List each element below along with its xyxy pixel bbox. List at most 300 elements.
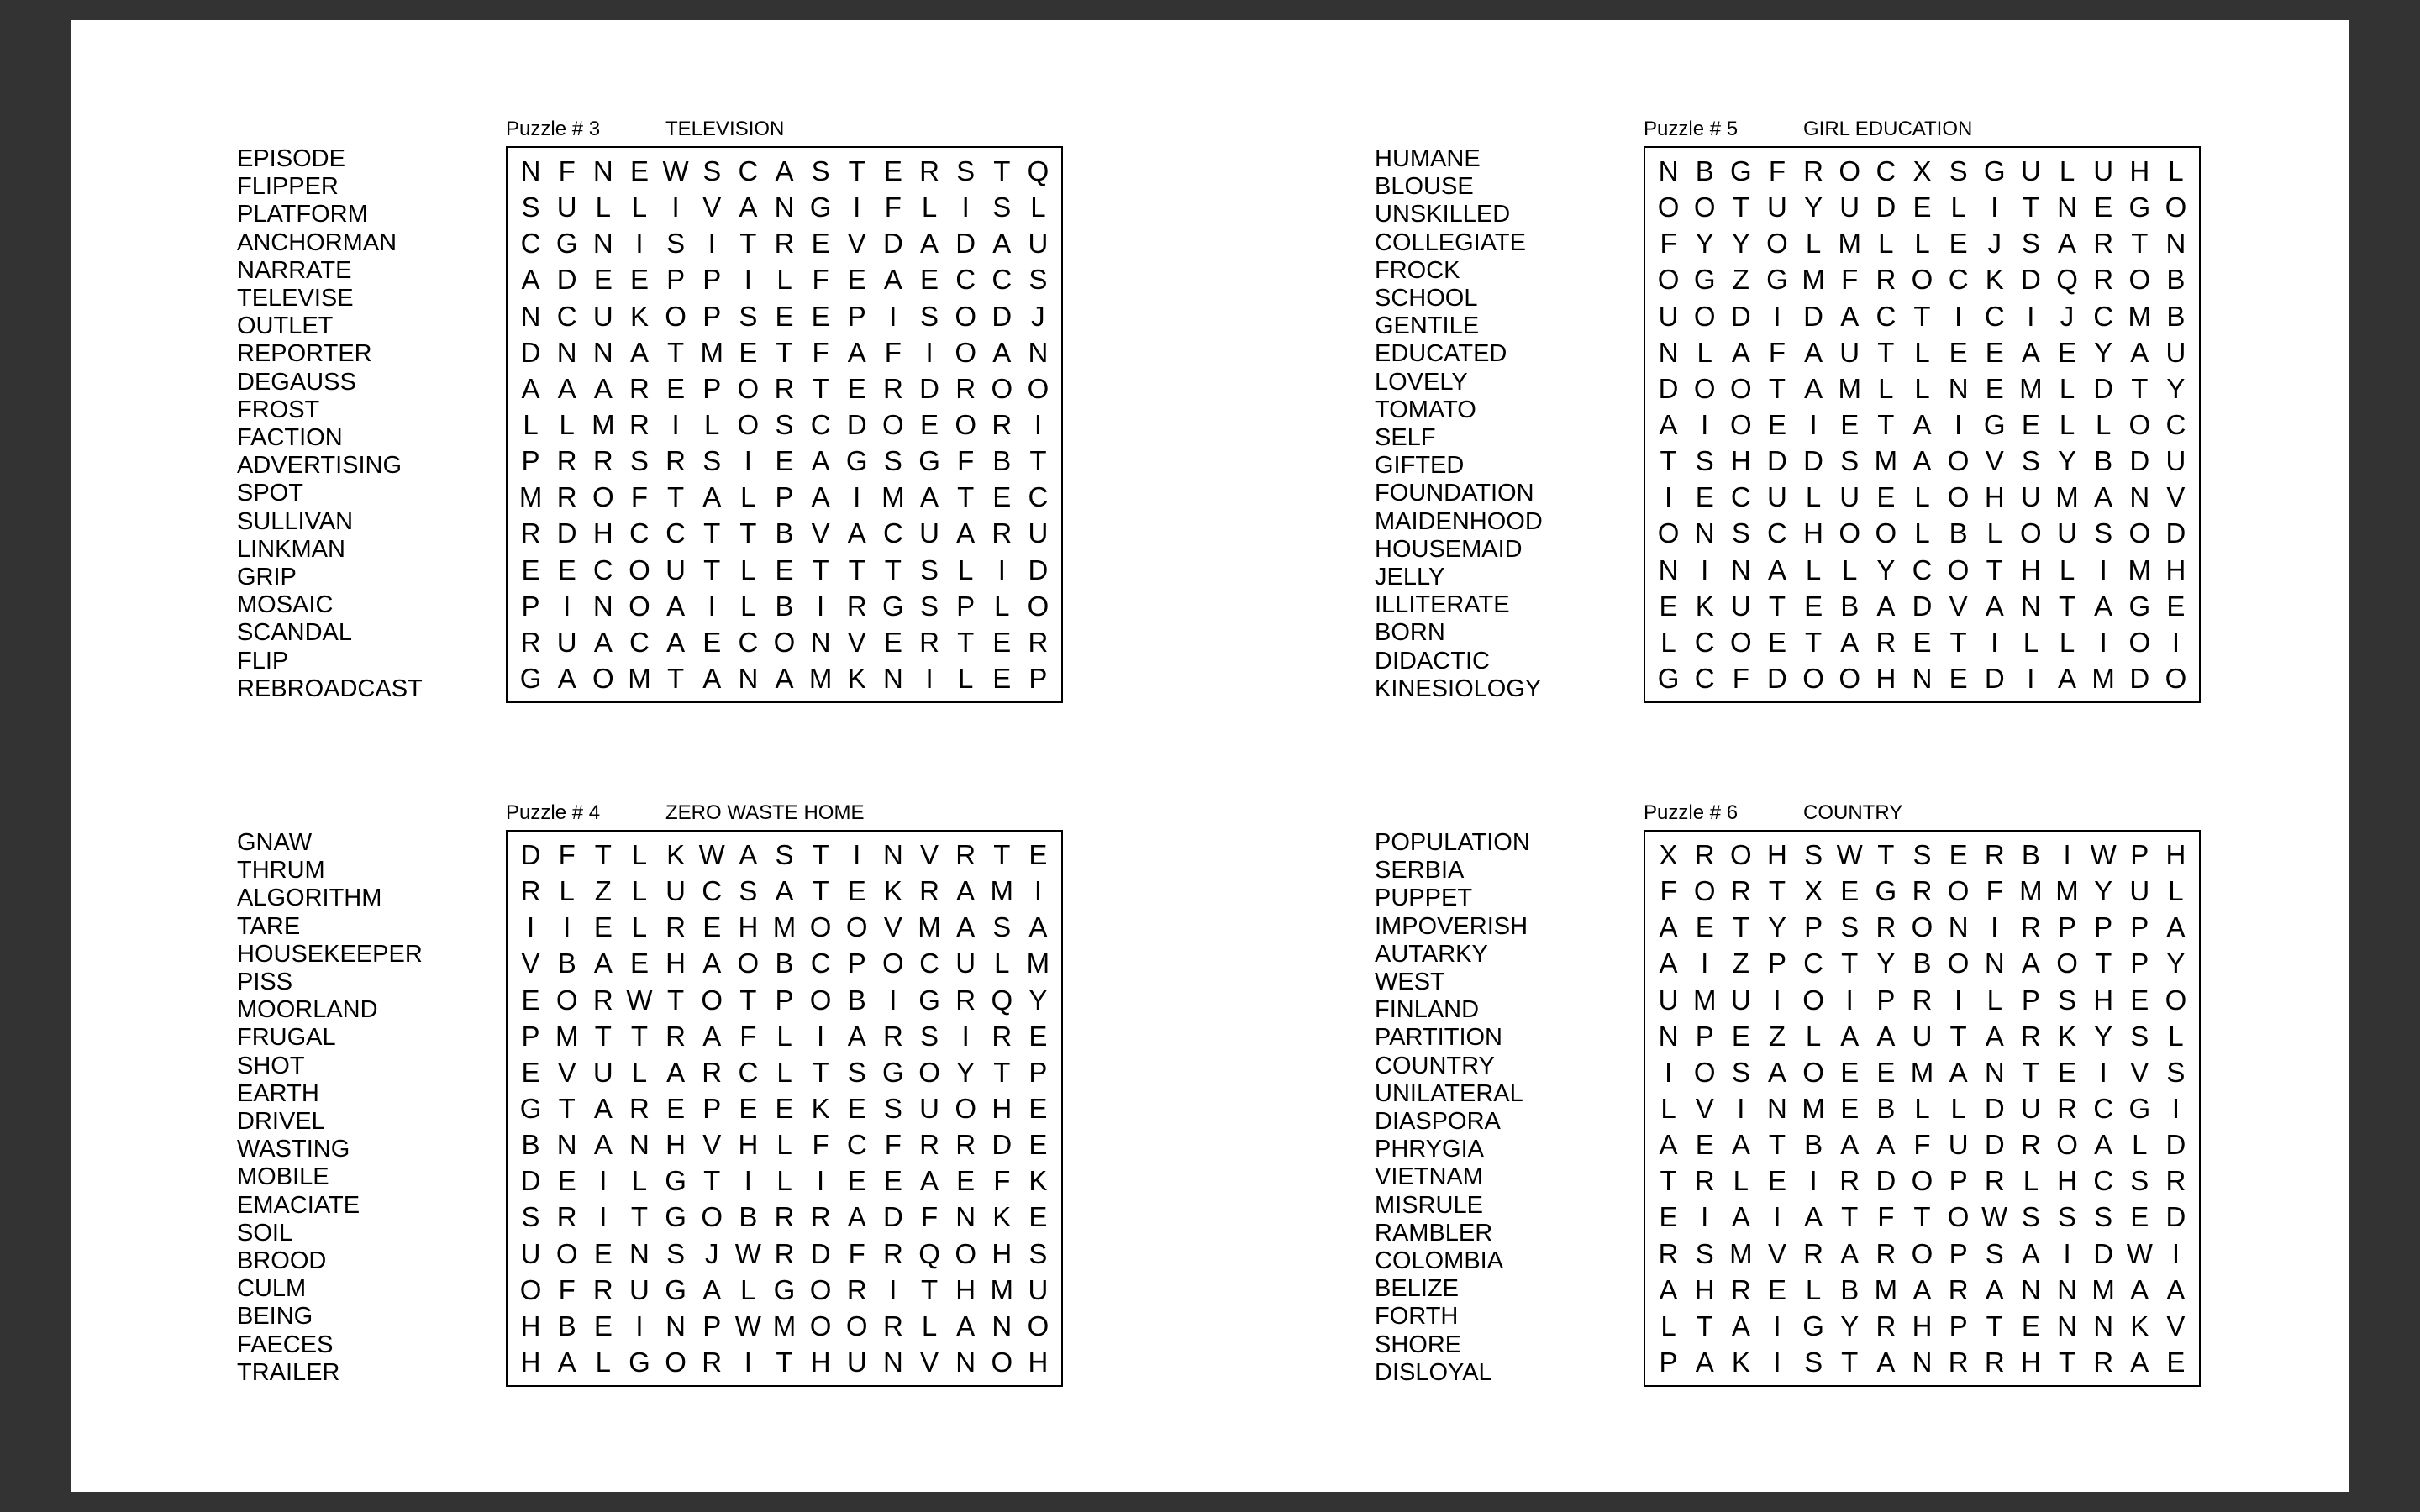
grid-letter: X [1804, 875, 1823, 907]
grid-letter: F [739, 1020, 757, 1052]
grid-letter: L [595, 1346, 611, 1378]
grid-letter: L [704, 408, 720, 440]
grid-letter: T [848, 155, 865, 187]
grid-letter: M [918, 911, 941, 943]
word-list-item: UNSKILLED [1375, 201, 1511, 228]
grid-letter: I [1845, 984, 1854, 1016]
grid-letter: L [1660, 626, 1676, 658]
grid-letter: D [1767, 662, 1787, 694]
grid-letter: A [811, 481, 830, 513]
grid-letter: Y [2166, 372, 2186, 404]
grid-letter: O [629, 554, 650, 585]
puzzle-title: TELEVISION [666, 118, 785, 140]
grid-letter: H [666, 1129, 687, 1161]
grid-letter: O [737, 372, 760, 404]
grid-letter: G [665, 1273, 687, 1305]
grid-letter: I [599, 1165, 608, 1197]
grid-letter: G [1802, 1310, 1824, 1341]
grid-letter: B [2166, 264, 2186, 296]
grid-letter: O [701, 1201, 723, 1233]
grid-letter: T [993, 1056, 1011, 1088]
grid-letter: L [2059, 372, 2075, 404]
grid-letter: D [2129, 445, 2150, 477]
grid-letter: I [2063, 1237, 2071, 1269]
word-list-item: FROCK [1375, 256, 1460, 284]
grid-letter: O [1839, 662, 1861, 694]
grid-letter: S [2130, 1165, 2149, 1197]
grid-letter: R [1839, 1165, 1860, 1197]
grid-letter: F [558, 155, 576, 187]
grid-letter: T [1660, 1165, 1677, 1197]
grid-letter: A [2130, 1273, 2149, 1305]
grid-letter: O [1947, 481, 1970, 513]
grid-letter: O [1947, 554, 1970, 585]
grid-letter: S [1695, 1237, 1714, 1269]
grid-letter: A [920, 228, 939, 260]
grid-letter: N [2093, 1310, 2114, 1341]
grid-letter: B [1804, 1129, 1823, 1161]
grid-letter: O [592, 662, 614, 694]
grid-letter: L [1914, 228, 1930, 260]
grid-letter: G [1693, 264, 1716, 296]
grid-letter: L [1660, 1310, 1676, 1341]
letter-grid [506, 830, 1063, 1387]
grid-letter: T [993, 839, 1011, 871]
grid-letter: N [592, 336, 613, 368]
grid-letter: D [2093, 372, 2114, 404]
grid-letter: P [2021, 984, 2040, 1016]
word-list-item: REBROADCAST [237, 675, 423, 702]
grid-letter: G [2128, 590, 2151, 622]
grid-letter: T [1913, 300, 1931, 332]
grid-letter: A [1840, 1237, 1860, 1269]
grid-letter: C [919, 948, 939, 979]
grid-letter: R [2165, 1165, 2186, 1197]
grid-letter: R [919, 626, 939, 658]
grid-letter: S [521, 192, 540, 223]
grid-letter: V [1767, 1237, 1786, 1269]
grid-letter: O [809, 911, 832, 943]
grid-letter: T [993, 155, 1011, 187]
grid-letter: R [774, 228, 795, 260]
grid-letter: E [593, 264, 613, 296]
grid-letter: R [2093, 228, 2114, 260]
grid-letter: L [631, 192, 648, 223]
grid-letter: C [2093, 300, 2114, 332]
grid-letter: N [1730, 554, 1751, 585]
word-list-item: FACTION [237, 424, 343, 452]
grid-letter: E [2166, 590, 2186, 622]
grid-letter: O [1839, 155, 1861, 187]
grid-letter: S [883, 445, 902, 477]
grid-letter: H [2129, 155, 2150, 187]
grid-letter: I [1809, 1165, 1818, 1197]
grid-letter: M [1802, 264, 1825, 296]
grid-letter: P [702, 264, 722, 296]
grid-letter: T [957, 626, 975, 658]
grid-letter: U [556, 626, 577, 658]
grid-letter: O [955, 408, 976, 440]
grid-letter: S [992, 911, 1012, 943]
grid-letter: O [1693, 192, 1716, 223]
word-list-item: IMPOVERISH [1375, 912, 1528, 940]
grid-letter: P [702, 300, 722, 332]
grid-letter: J [1987, 228, 2002, 260]
grid-letter: G [1657, 662, 1680, 694]
grid-letter: W [1981, 1201, 2008, 1233]
grid-letter: B [2166, 300, 2186, 332]
grid-letter: N [1948, 372, 1969, 404]
grid-letter: A [702, 481, 722, 513]
grid-letter: O [1027, 590, 1050, 622]
grid-letter: N [882, 839, 903, 871]
grid-letter: L [1914, 336, 1930, 368]
word-list-item: DIDACTIC [1375, 647, 1490, 675]
grid-letter: P [521, 590, 540, 622]
grid-letter: R [1876, 264, 1897, 296]
grid-letter: T [957, 481, 975, 513]
grid-letter: K [629, 300, 649, 332]
grid-letter: S [739, 300, 758, 332]
grid-letter: K [883, 875, 902, 907]
word-list-item: TARE [237, 912, 301, 940]
grid-letter: W [734, 1310, 761, 1341]
grid-letter: O [955, 1092, 976, 1124]
grid-letter: L [559, 875, 575, 907]
grid-letter: I [1773, 1346, 1781, 1378]
word-list-item: ANCHORMAN [237, 228, 397, 256]
grid-letter: N [520, 155, 541, 187]
grid-letter: N [955, 1346, 976, 1378]
grid-letter: A [1659, 911, 1678, 943]
grid-letter: H [738, 911, 759, 943]
grid-letter: N [1984, 1056, 2005, 1088]
grid-letter: N [1658, 155, 1679, 187]
grid-letter: M [2019, 372, 2043, 404]
grid-letter: M [1692, 984, 1717, 1016]
grid-letter: Y [1767, 911, 1786, 943]
grid-letter: N [955, 1201, 976, 1233]
grid-letter: E [2130, 984, 2149, 1016]
grid-letter: E [1767, 1273, 1786, 1305]
grid-letter: G [519, 1092, 542, 1124]
grid-letter: D [1658, 372, 1679, 404]
grid-letter: A [956, 875, 976, 907]
grid-letter: I [889, 1273, 897, 1305]
word-list-item: SHOT [237, 1052, 305, 1079]
grid-letter: P [702, 372, 722, 404]
grid-letter: T [812, 372, 829, 404]
grid-letter: O [845, 911, 868, 943]
grid-letter: R [1730, 1273, 1751, 1305]
grid-letter: D [955, 228, 976, 260]
grid-letter: W [2090, 839, 2117, 871]
grid-letter: E [1804, 590, 1823, 622]
word-list-item: COLOMBIA [1375, 1247, 1504, 1275]
word-list-item: JELLY [1375, 564, 1445, 591]
grid-letter: O [1657, 192, 1680, 223]
grid-letter: B [1949, 517, 1968, 549]
grid-letter: U [2129, 875, 2150, 907]
grid-letter: C [520, 228, 541, 260]
grid-letter: H [520, 1310, 541, 1341]
grid-letter: R [629, 408, 650, 440]
grid-letter: O [1802, 662, 1824, 694]
grid-letter: P [847, 948, 866, 979]
word-list-item: UNILATERAL [1375, 1079, 1523, 1107]
grid-letter: H [1984, 481, 2005, 513]
grid-letter: T [739, 984, 757, 1016]
grid-letter: L [2059, 155, 2075, 187]
grid-letter: E [775, 554, 794, 585]
grid-letter: R [592, 1273, 613, 1305]
grid-letter: X [1912, 155, 1932, 187]
grid-letter: I [925, 336, 934, 368]
grid-letter: T [1986, 1310, 2003, 1341]
grid-letter: F [1841, 264, 1859, 296]
grid-letter: R [1803, 155, 1824, 187]
grid-letter: R [1658, 1237, 1679, 1269]
grid-letter: F [1986, 875, 2003, 907]
grid-letter: I [1773, 1201, 1781, 1233]
grid-letter: A [2094, 590, 2113, 622]
grid-letter: O [1911, 911, 1933, 943]
word-list-item: AUTARKY [1375, 940, 1488, 968]
grid-letter: T [2095, 948, 2112, 979]
grid-letter: N [774, 192, 795, 223]
grid-letter: E [2130, 1201, 2149, 1233]
grid-letter: L [631, 875, 648, 907]
word-list-item: SPOT [237, 480, 303, 507]
grid-letter: S [1912, 839, 1932, 871]
grid-letter: I [1664, 1056, 1673, 1088]
grid-letter: O [1766, 228, 1788, 260]
grid-letter: O [1911, 1165, 1933, 1197]
grid-letter: P [1659, 1346, 1678, 1378]
grid-letter: M [1729, 1237, 1753, 1269]
grid-letter: I [563, 911, 571, 943]
grid-letter: P [956, 590, 976, 622]
grid-letter: I [1991, 192, 1999, 223]
grid-letter: A [2130, 1346, 2149, 1378]
grid-letter: E [739, 336, 758, 368]
grid-letter: D [1730, 300, 1751, 332]
grid-letter: L [1805, 228, 1822, 260]
grid-letter: P [1028, 662, 1048, 694]
grid-letter: L [1030, 192, 1046, 223]
grid-letter: M [2091, 1273, 2115, 1305]
grid-letter: E [593, 1237, 613, 1269]
grid-letter: R [810, 1201, 831, 1233]
grid-letter: O [1729, 626, 1752, 658]
grid-letter: R [882, 1310, 903, 1341]
grid-letter: E [702, 911, 722, 943]
grid-letter: U [1948, 1129, 1969, 1161]
grid-letter: W [662, 155, 689, 187]
grid-letter: G [1729, 155, 1752, 187]
puzzle-title: ZERO WASTE HOME [666, 801, 865, 824]
grid-letter: R [1912, 984, 1933, 1016]
grid-letter: A [956, 517, 976, 549]
grid-letter: A [956, 911, 976, 943]
grid-letter: L [921, 1310, 938, 1341]
grid-letter: M [881, 481, 905, 513]
grid-letter: A [666, 1056, 686, 1088]
grid-letter: R [702, 1346, 723, 1378]
grid-letter: S [1731, 517, 1750, 549]
grid-letter: I [671, 192, 680, 223]
grid-letter: K [847, 662, 866, 694]
grid-letter: L [1805, 481, 1822, 513]
grid-letter: R [556, 445, 577, 477]
word-list-item: FROST [237, 396, 320, 423]
grid-letter: U [1839, 336, 1860, 368]
grid-letter: D [992, 1129, 1013, 1161]
grid-letter: G [918, 445, 940, 477]
grid-letter: O [809, 1273, 832, 1305]
word-list-item: DISLOYAL [1375, 1358, 1492, 1386]
grid-letter: U [919, 1092, 939, 1124]
grid-letter: U [2057, 517, 2077, 549]
grid-letter: Y [1731, 228, 1750, 260]
grid-letter: Q [1027, 155, 1050, 187]
grid-letter: C [1694, 626, 1715, 658]
grid-letter: C [810, 948, 831, 979]
grid-letter: C [2093, 1165, 2114, 1197]
grid-letter: U [1767, 481, 1787, 513]
grid-letter: A [593, 948, 613, 979]
word-list-item: BLOUSE [1375, 173, 1474, 201]
grid-letter: I [1701, 408, 1709, 440]
grid-letter: M [1026, 948, 1050, 979]
grid-letter: M [1874, 445, 1898, 477]
grid-letter: A [1876, 1129, 1896, 1161]
grid-letter: A [1840, 300, 1860, 332]
grid-letter: R [702, 1056, 723, 1088]
grid-letter: O [809, 984, 832, 1016]
grid-letter: E [1731, 1020, 1750, 1052]
grid-letter: L [2168, 875, 2184, 907]
grid-letter: L [1878, 372, 1894, 404]
word-list-item: POPULATION [1375, 829, 1530, 856]
grid-letter: O [773, 626, 796, 658]
grid-letter: E [920, 408, 939, 440]
grid-letter: T [1877, 408, 1895, 440]
grid-letter: R [919, 875, 939, 907]
grid-letter: P [1695, 1020, 1714, 1052]
grid-letter: S [2094, 1201, 2113, 1233]
grid-letter: E [666, 372, 686, 404]
grid-letter: H [1028, 1346, 1049, 1378]
grid-letter: I [2027, 662, 2035, 694]
grid-letter: G [629, 1346, 650, 1378]
grid-letter: E [593, 911, 613, 943]
grid-letter: I [1737, 1092, 1745, 1124]
grid-letter: B [775, 948, 794, 979]
grid-letter: A [702, 662, 722, 694]
grid-letter: E [1876, 481, 1896, 513]
grid-letter: I [1034, 408, 1043, 440]
grid-letter: N [1658, 1020, 1679, 1052]
grid-letter: E [1767, 1165, 1786, 1197]
grid-letter: O [2165, 662, 2187, 694]
grid-letter: S [1804, 839, 1823, 871]
grid-letter: T [2131, 228, 2149, 260]
grid-letter: T [1841, 1346, 1859, 1378]
worksheet-page [71, 20, 2349, 1492]
grid-letter: B [847, 984, 866, 1016]
grid-letter: R [774, 1237, 795, 1269]
grid-letter: H [1876, 662, 1897, 694]
grid-letter: V [2130, 1056, 2149, 1088]
grid-letter: M [990, 1273, 1014, 1305]
grid-letter: G [882, 1056, 904, 1088]
grid-letter: E [847, 264, 866, 296]
grid-letter: F [1660, 875, 1677, 907]
grid-letter: T [1913, 1201, 1931, 1233]
grid-letter: L [740, 481, 756, 513]
grid-letter: V [1695, 1092, 1714, 1124]
grid-letter: A [1659, 1129, 1678, 1161]
grid-letter: D [1028, 554, 1049, 585]
grid-letter: R [2020, 911, 2041, 943]
grid-letter: U [666, 554, 687, 585]
grid-letter: B [1695, 155, 1714, 187]
grid-letter: S [920, 590, 939, 622]
grid-letter: S [2058, 984, 2077, 1016]
grid-letter: R [1912, 875, 1933, 907]
grid-letter: E [956, 1165, 976, 1197]
grid-letter: G [809, 192, 832, 223]
grid-letter: R [520, 517, 541, 549]
grid-letter: T [884, 554, 902, 585]
grid-letter: C [592, 554, 613, 585]
grid-letter: E [2021, 1310, 2040, 1341]
grid-letter: C [629, 626, 650, 658]
grid-letter: Y [2094, 875, 2113, 907]
grid-letter: R [556, 481, 577, 513]
grid-letter: G [773, 1273, 796, 1305]
grid-letter: A [629, 336, 649, 368]
word-list-item: BORN [1375, 619, 1445, 647]
grid-letter: F [957, 445, 975, 477]
grid-letter: A [1731, 1310, 1750, 1341]
grid-letter: L [631, 1056, 648, 1088]
grid-letter: D [1767, 445, 1787, 477]
word-list-item: TRAILER [237, 1358, 340, 1386]
grid-letter: R [2020, 1020, 2041, 1052]
grid-letter: C [992, 264, 1013, 296]
grid-letter: D [2165, 517, 2186, 549]
grid-letter: V [702, 1129, 722, 1161]
grid-letter: D [846, 408, 867, 440]
grid-letter: A [1840, 1020, 1860, 1052]
word-list-item: WEST [1375, 969, 1445, 996]
grid-letter: K [1695, 590, 1714, 622]
grid-letter: E [1840, 408, 1860, 440]
grid-letter: F [1768, 155, 1786, 187]
grid-letter: A [775, 875, 794, 907]
grid-letter: V [557, 1056, 576, 1088]
grid-letter: H [992, 1092, 1013, 1124]
grid-letter: E [992, 626, 1012, 658]
grid-letter: L [740, 1273, 756, 1305]
word-list-item: PHRYGIA [1375, 1136, 1485, 1163]
grid-letter: P [847, 300, 866, 332]
grid-letter: D [2165, 1129, 2186, 1161]
word-list [1375, 829, 1530, 1387]
grid-letter: N [882, 662, 903, 694]
